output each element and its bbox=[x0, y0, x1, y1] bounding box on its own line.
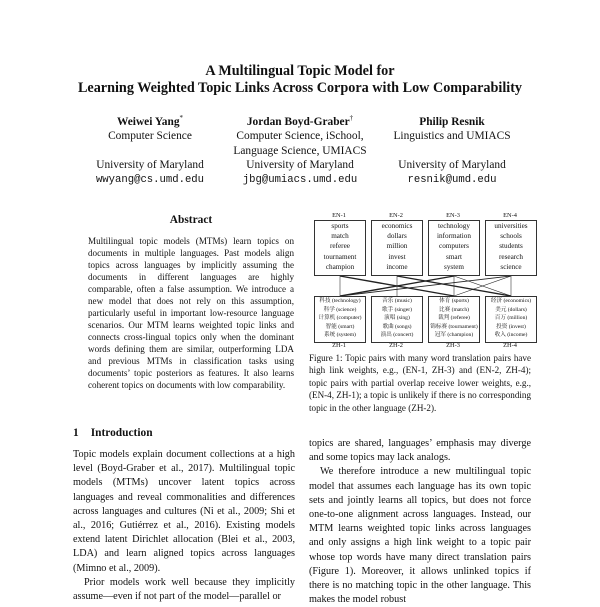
topic-word: 歌曲 (songs) bbox=[382, 323, 412, 330]
author-affiliation: Linguistics and UMIACS bbox=[393, 130, 511, 143]
figure-1-caption: Figure 1: Topic pairs with many word translation pairs have high link weights, e.g., (EN-1, ZH-3) and (EN-2, ZH-4); topic pairs with partial overlap receive lower weights, e.g., (EN-4, ZH-1); a topic is unlikely if there is no corresponding topic in the other language (ZH-2). bbox=[309, 353, 531, 413]
intro-paragraph-1: Topic models explain document collections at a high level (Boyd-Graber et al., 2017). Multilingual topic models (MTMs) uncover latent topics across languages and reveal commonalities and differences across languages and cultures (Ni et al., 2009; Shi et al., 2016; Gutiérrez et al., 2016). Existing models extend latent Dirichlet allocation (Blei et al., 2003, LDA) and learn aligned topics across languages (Mimno et al., 2009). bbox=[73, 449, 295, 574]
topic-word: information bbox=[437, 232, 471, 241]
topic-word: universities bbox=[494, 222, 528, 230]
zh-topic-label: ZH-1 bbox=[332, 342, 346, 349]
author-affiliation-extra: Language Science, UMIACS bbox=[233, 144, 367, 157]
topic-word: 经济 (economics) bbox=[490, 298, 532, 304]
author-university: University of Maryland bbox=[398, 159, 506, 172]
topic-word: research bbox=[499, 252, 523, 261]
author-email[interactable]: wwyang@cs.umd.edu bbox=[95, 173, 205, 186]
en-topic-label: EN-1 bbox=[332, 212, 346, 219]
topic-word: dollars bbox=[387, 232, 407, 241]
section-title: Introduction bbox=[90, 427, 153, 439]
author-email[interactable]: jbg@umiacs.umd.edu bbox=[242, 173, 358, 186]
topic-word: 歌手 (singer) bbox=[382, 306, 412, 313]
left-column-body bbox=[73, 448, 295, 604]
author-mark: † bbox=[349, 114, 354, 122]
author-name: Jordan Boyd-Graber bbox=[246, 115, 350, 128]
topic-word: 裁判 (referee) bbox=[438, 315, 470, 322]
topic-link-line bbox=[340, 276, 511, 296]
topic-word: 美元 (dollars) bbox=[495, 306, 527, 313]
abstract-text: Multilingual topic models (MTMs) learn topics on documents in multiple languages. Past models align topics across languages by implicitly assuming the documents in different languages are highly comparable, often a false assumption. We introduce a new model that does not rely on this assumption, particularly useful in important low-resource language scenarios. Our MTM learns weighted topic links and connects cross-lingual topics only when the dominant words defining them are similar, outperforming LDA and previous MTMs in classification tasks using documents’ topic posteriors as features. It also learns coherent topics on documents with low comparability. bbox=[88, 236, 294, 390]
topic-word: tournament bbox=[323, 252, 357, 261]
zh-topic-label: ZH-3 bbox=[446, 342, 460, 349]
topic-word: million bbox=[386, 242, 408, 251]
en-topic-box bbox=[314, 220, 366, 276]
topic-word: sports bbox=[331, 222, 349, 230]
topic-word: smart bbox=[446, 252, 462, 261]
zh-topic-box bbox=[485, 296, 537, 343]
topic-word: 科学 (science) bbox=[323, 306, 357, 313]
en-topic-label: EN-4 bbox=[503, 212, 517, 219]
topic-word: 系统 (system) bbox=[324, 332, 356, 339]
author-mark: * bbox=[179, 114, 184, 122]
en-topic-box bbox=[371, 220, 423, 276]
topic-word: 音乐 (music) bbox=[382, 298, 412, 304]
section-heading bbox=[73, 427, 153, 439]
topic-word: schools bbox=[500, 232, 522, 241]
author-affiliation: Computer Science bbox=[108, 130, 192, 143]
topic-word: 收入 (income) bbox=[494, 332, 528, 339]
topic-word: 科技 (technology) bbox=[319, 298, 361, 304]
topic-word: 锦标赛 (tournament) bbox=[430, 323, 478, 330]
en-topic-box bbox=[428, 220, 480, 276]
en-topic-label: EN-2 bbox=[389, 212, 403, 219]
topic-word: income bbox=[386, 262, 408, 271]
zh-topic-label: ZH-4 bbox=[503, 342, 517, 349]
en-topic-label: EN-3 bbox=[446, 212, 460, 219]
topic-word: economics bbox=[381, 222, 413, 230]
en-topic-box bbox=[485, 220, 537, 276]
topic-word: 体育 (sports) bbox=[439, 298, 469, 304]
zh-topic-box bbox=[371, 296, 423, 343]
topic-word: 冠军 (champion) bbox=[434, 332, 474, 339]
topic-word: 演唱 (sing) bbox=[384, 315, 410, 322]
topic-word: 百万 (million) bbox=[494, 315, 528, 322]
zh-topic-label: ZH-2 bbox=[389, 342, 403, 349]
section-number: 1 bbox=[73, 427, 79, 439]
author-affiliation-extra bbox=[352, 144, 552, 159]
author-university: University of Maryland bbox=[96, 159, 204, 172]
abstract-heading: Abstract bbox=[169, 214, 213, 226]
topic-word: 比赛 (match) bbox=[439, 306, 469, 313]
topic-word: 计算机 (computer) bbox=[318, 315, 362, 322]
topic-word: match bbox=[331, 232, 349, 241]
author-name: Weiwei Yang bbox=[116, 115, 180, 128]
zh-topic-box bbox=[314, 296, 366, 343]
topic-word: computers bbox=[439, 242, 469, 251]
paper-title-line-2: Learning Weighted Topic Links Across Corpora with Low Comparability bbox=[77, 80, 523, 96]
topic-word: students bbox=[499, 242, 523, 251]
author-name: Philip Resnik bbox=[419, 115, 485, 128]
topic-word: system bbox=[444, 262, 464, 271]
topic-word: invest bbox=[388, 252, 406, 261]
paper-title-line-1: A Multilingual Topic Model for bbox=[205, 63, 395, 79]
topic-word: 投资 (invest) bbox=[496, 323, 526, 330]
author-email[interactable]: resnik@umd.edu bbox=[407, 173, 497, 186]
intro-paragraph-4: We therefore introduce a new multilingual topic model that assumes each language has its own topic sets and jointly learns all topics, but does not force one-to-one alignment across languages. Instead, our MTM learns weighted topic links across languages and only assigns a high link weight to a topic pair whose top words have many direct translation pairs (Figure 1). Moreover, it allows unlinked topics if there is no matching topic in the other language. This makes the model robust bbox=[309, 466, 531, 606]
topic-word: science bbox=[500, 262, 522, 271]
author-block-3 bbox=[349, 111, 552, 187]
intro-paragraph-2: Prior models work well because they implicitly assume—even if not part of the model—parallel or bbox=[73, 576, 295, 603]
topic-word: technology bbox=[438, 222, 470, 230]
topic-word: 演出 (concert) bbox=[380, 332, 414, 339]
zh-topic-box bbox=[428, 296, 480, 343]
topic-word: 智能 (smart) bbox=[325, 323, 355, 330]
author-university: University of Maryland bbox=[246, 159, 354, 172]
topic-word: referee bbox=[330, 242, 350, 251]
right-column-body bbox=[309, 437, 531, 607]
topic-word: champion bbox=[325, 262, 355, 271]
intro-paragraph-3: topics are shared, languages’ emphasis may diverge and some topics may lack analogs. bbox=[309, 438, 531, 464]
author-affiliation: Computer Science, iSchool, bbox=[236, 130, 364, 143]
